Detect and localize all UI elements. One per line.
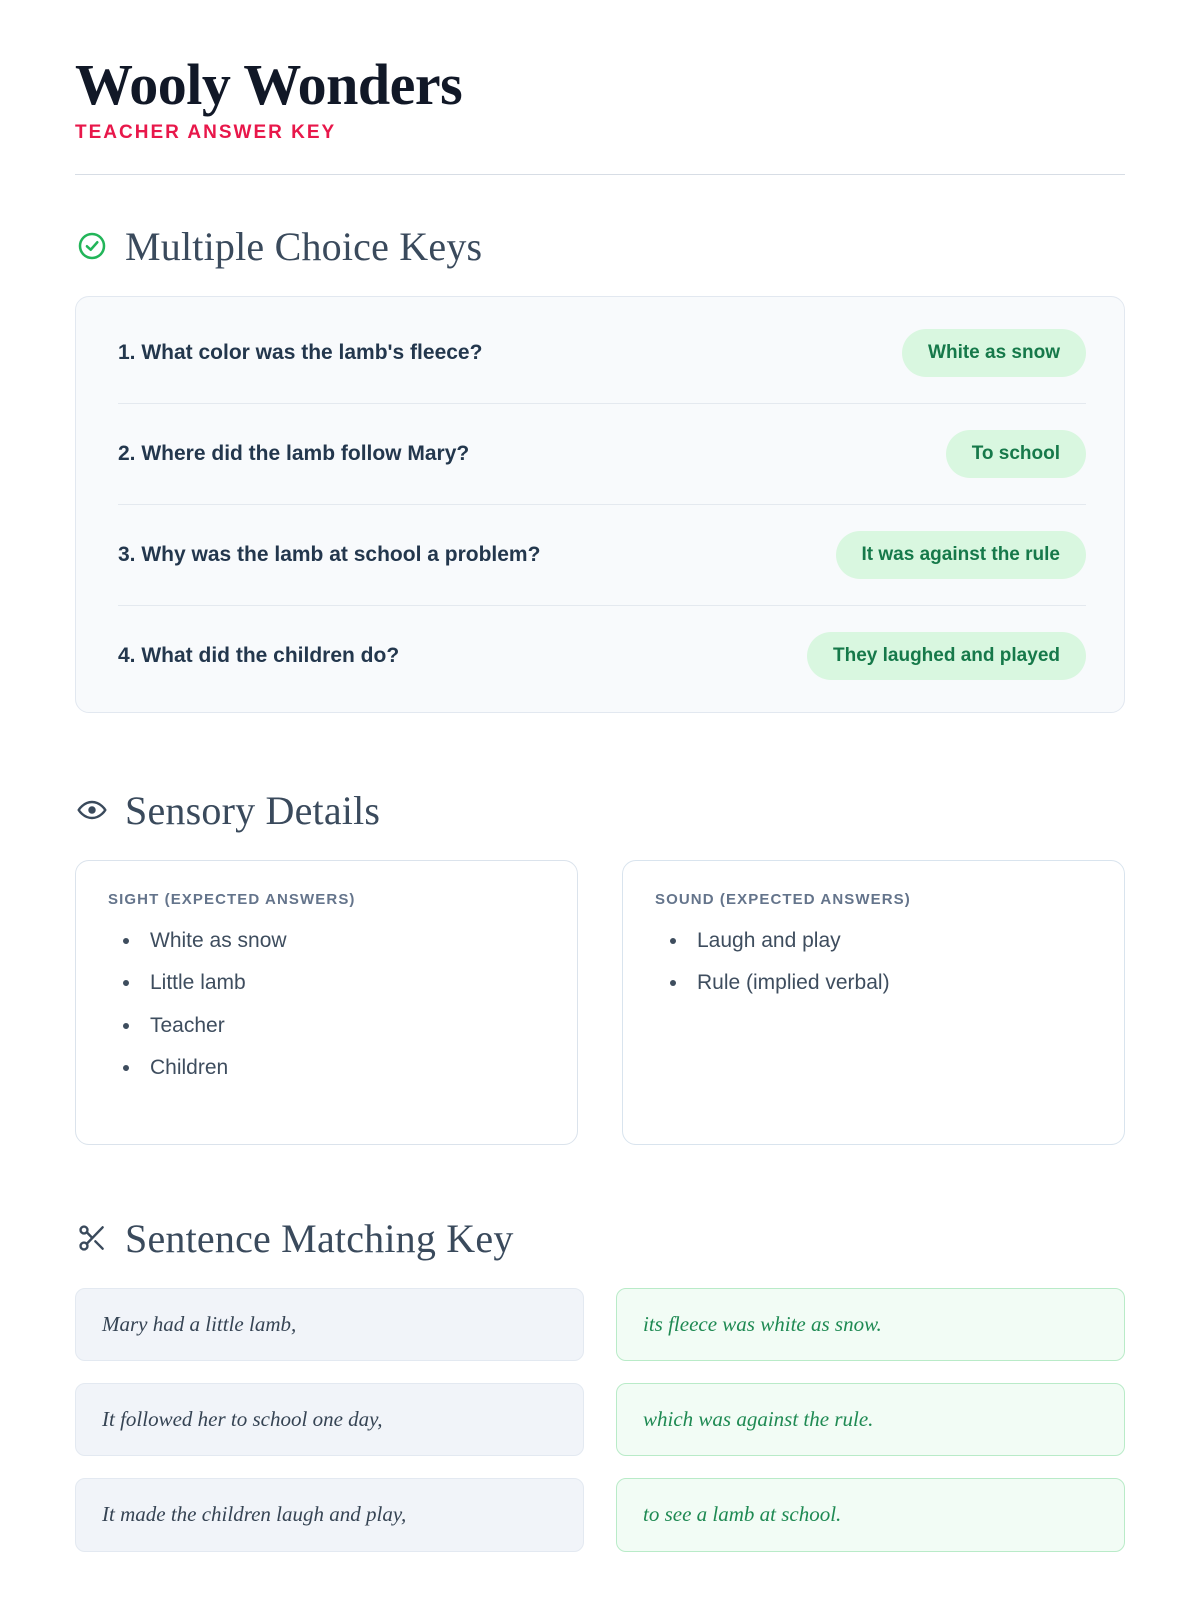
question-text: 4. What did the children do? — [118, 643, 400, 667]
multiple-choice-heading-row — [75, 223, 1125, 270]
scissors-icon — [75, 1221, 109, 1255]
matching-prompt: It followed her to school one day, — [75, 1383, 584, 1456]
table-row — [118, 606, 1086, 706]
matching-answer: its fleece was white as snow. — [616, 1288, 1125, 1361]
matching-row — [75, 1288, 1125, 1361]
table-row — [118, 505, 1086, 606]
section-title-sensory: Sensory Details — [125, 787, 381, 833]
matching-answer: to see a lamb at school. — [616, 1478, 1125, 1551]
document-header — [75, 52, 1125, 175]
matching-heading-row — [75, 1215, 1125, 1262]
matching-grid — [75, 1288, 1125, 1552]
sensory-list-sound — [655, 926, 1092, 999]
sensory-list-sight — [108, 926, 545, 1084]
list-item: • Children — [142, 1053, 545, 1083]
answer-badge: It was against the rule — [836, 531, 1087, 579]
matching-prompt: Mary had a little lamb, — [75, 1288, 584, 1361]
table-row — [118, 303, 1086, 404]
section-sentence-matching — [75, 1215, 1125, 1552]
question-text: 1. What color was the lamb's fleece? — [118, 340, 483, 364]
page-title: Wooly Wonders — [75, 52, 463, 117]
matching-row — [75, 1383, 1125, 1456]
list-item: • Laugh and play — [689, 926, 1092, 956]
sensory-card-label: SIGHT (EXPECTED ANSWERS) — [108, 890, 356, 908]
sensory-card-label: SOUND (EXPECTED ANSWERS) — [655, 890, 911, 908]
list-item: • Little lamb — [142, 968, 545, 998]
question-text: 2. Where did the lamb follow Mary? — [118, 441, 470, 465]
section-multiple-choice — [75, 223, 1125, 713]
list-item: • Teacher — [142, 1011, 545, 1041]
header-divider — [75, 174, 1125, 175]
matching-row — [75, 1478, 1125, 1551]
sensory-heading-row — [75, 787, 1125, 834]
answer-badge: White as snow — [902, 329, 1086, 377]
list-item: • White as snow — [142, 926, 545, 956]
sensory-card-grid — [75, 860, 1125, 1145]
check-circle-icon — [75, 229, 109, 263]
matching-answer: which was against the rule. — [616, 1383, 1125, 1456]
section-sensory-details — [75, 787, 1125, 1145]
sensory-card-sound — [622, 860, 1125, 1145]
answer-badge: They laughed and played — [807, 632, 1086, 680]
list-item: • Rule (implied verbal) — [689, 968, 1092, 998]
page-subtitle: TEACHER ANSWER KEY — [75, 121, 337, 143]
table-row — [118, 404, 1086, 505]
matching-prompt: It made the children laugh and play, — [75, 1478, 584, 1551]
question-text: 3. Why was the lamb at school a problem? — [118, 542, 541, 566]
section-title-matching: Sentence Matching Key — [125, 1215, 514, 1261]
sensory-card-sight — [75, 860, 578, 1145]
eye-icon — [75, 793, 109, 827]
section-title-multiple-choice: Multiple Choice Keys — [125, 223, 483, 269]
answer-badge: To school — [946, 430, 1086, 478]
multiple-choice-card — [75, 296, 1125, 713]
